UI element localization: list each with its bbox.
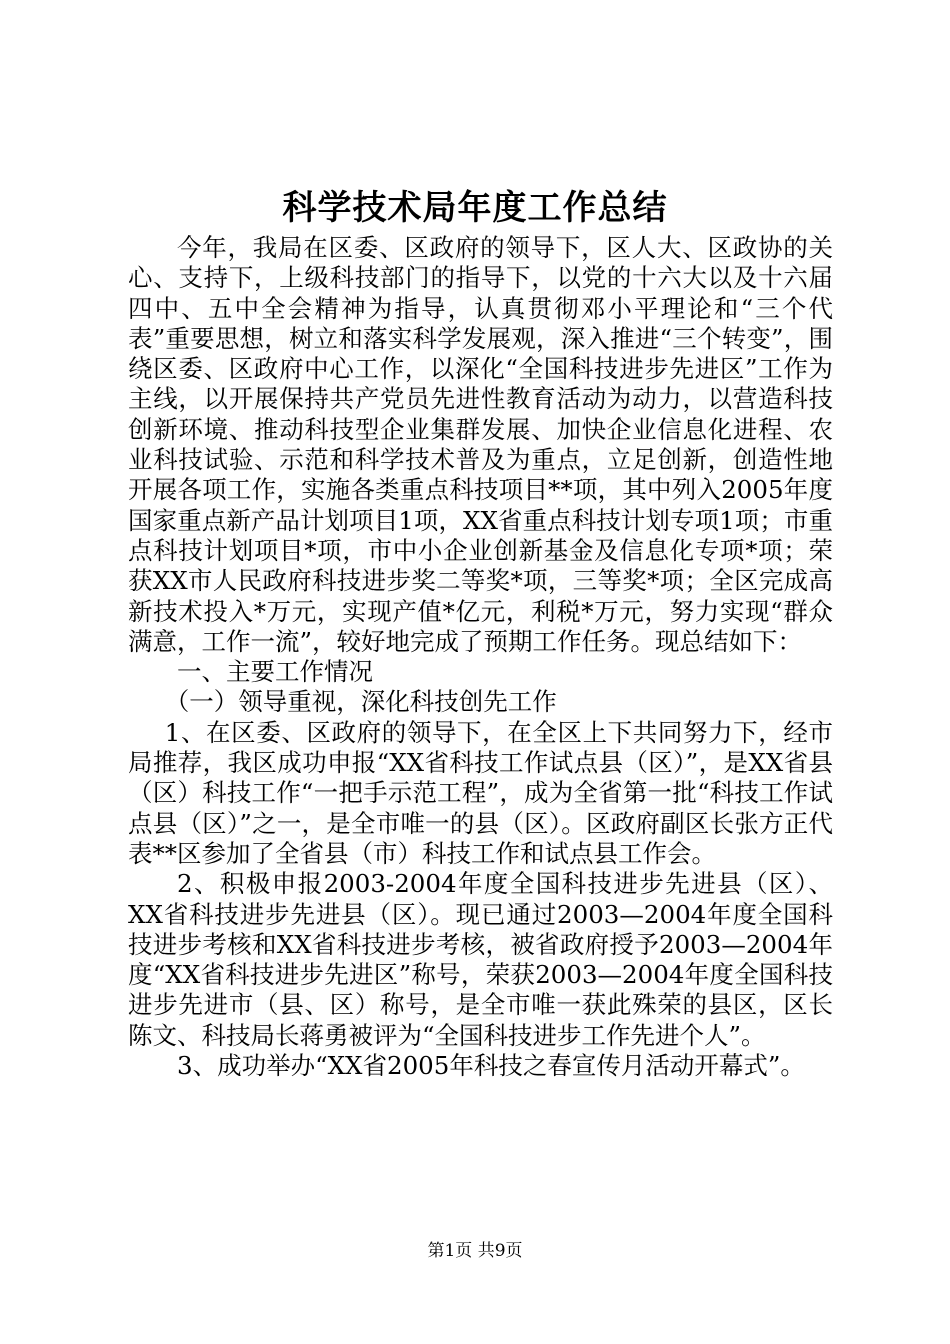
paragraph-item-3: 3、成功举办“XX省2005年科技之春宣传月活动开幕式”。 <box>177 1051 805 1081</box>
paragraph-intro: 今年，我局在区委、区政府的领导下，区人大、区政协的关心、支持下，上级科技部门的指导下，以党的十六大以及十六届四中、五中全会精神为指导，认真贯彻邓小平理论和“三个代表”重要思想，树立和落实科学发展观，深入推进“三个转变”，围绕区委、区政府中心工作，以深化“全国科技进步先进区”工作为主线，以开展保持共产党员先进性教育活动为动力，以营造科技创新环境、推动科技型企业集群发展、加快企业信息化进程、农业科技试验、示范和科学技术普及为重点，立足创新，创造性地开展各项工作，实施各类重点科技项目**项，其中列入2005年度国家重点新产品计划项目1项，XX省重点科技计划专项1项；市重点科技计划项目*项，市中小企业创新基金及信息化专项*项；荣获XX市人民政府科技进步奖二等奖*项，三等奖*项；全区完成高新技术投入*万元，实现产值*亿元，利税*万元，努力实现“群众满意，工作一流”，较好地完成了预期工作任务。现总结如下： <box>128 233 833 656</box>
paragraph-item-2: 2、积极申报2003-2004年度全国科技进步先进县（区）、XX省科技进步先进县（区）。现已通过2003—2004年度全国科技进步考核和XX省科技进步考核，被省政府授予2003—2004年度“XX省科技进步先进区”称号，荣获2003—2004年度全国科技进步先进市（县、区）称号，是全市唯一获此殊荣的县区，区长陈文、科技局长蒋勇被评为“全国科技进步工作先进个人”。 <box>128 869 833 1050</box>
document-title: 科学技术局年度工作总结 <box>282 188 668 228</box>
document-body <box>128 233 833 1081</box>
page-footer: 第1页 共9页 <box>427 1241 523 1261</box>
subsection-heading: （一）领导重视，深化科技创先工作 <box>164 687 557 717</box>
section-heading: 一、主要工作情况 <box>177 657 373 687</box>
paragraph-item-1: 1、在区委、区政府的领导下，在全区上下共同努力下，经市局推荐，我区成功申报“XX省科技工作试点县（区）”，是XX省县（区）科技工作“一把手示范工程”，成为全省第一批“科技工作试点县（区）”之一，是全市唯一的县（区）。区政府副区长张方正代表**区参加了全省县（市）科技工作和试点县工作会。 <box>128 717 833 868</box>
